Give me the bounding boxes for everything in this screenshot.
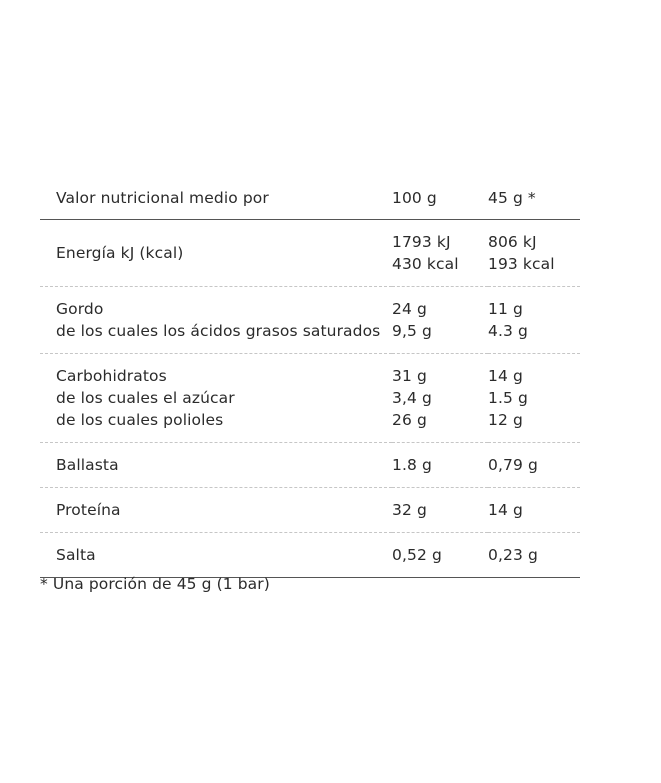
polyols-label: de los cuales polioles <box>56 411 224 429</box>
row-fibre <box>40 443 580 488</box>
energy-kcal-100g: 430 kcal <box>392 255 459 273</box>
energy-kcal-portion: 193 kcal <box>488 255 555 273</box>
salt-label: Salta <box>56 546 96 564</box>
row-energy <box>40 220 580 287</box>
fibre-label: Ballasta <box>56 456 119 474</box>
fat-portion-cell <box>488 287 580 354</box>
header-per-100g: 100 g <box>392 189 437 207</box>
polyols-100g: 26 g <box>392 411 427 429</box>
carb-100g-cell <box>392 354 488 443</box>
nutrition-table <box>40 181 580 578</box>
energy-portion-cell <box>488 220 580 287</box>
fat-label: Gordo <box>56 300 104 318</box>
carb-label-cell <box>40 354 392 443</box>
header-label: Valor nutricional medio por <box>56 189 269 207</box>
carbohydrates-portion: 14 g <box>488 367 523 385</box>
fat-100g-cell <box>392 287 488 354</box>
energy-label: Energía kJ (kcal) <box>56 244 184 262</box>
energy-kj-portion: 806 kJ <box>488 233 537 251</box>
saturated-fat-portion: 4.3 g <box>488 322 528 340</box>
row-protein <box>40 488 580 533</box>
energy-kj-100g: 1793 kJ <box>392 233 451 251</box>
saturated-fat-100g: 9,5 g <box>392 322 432 340</box>
carbohydrates-100g: 31 g <box>392 367 427 385</box>
energy-label-cell <box>40 220 392 287</box>
row-salt <box>40 533 580 578</box>
fibre-100g: 1.8 g <box>392 456 432 474</box>
row-carbohydrates <box>40 354 580 443</box>
sugar-label: de los cuales el azúcar <box>56 389 235 407</box>
fat-100g: 24 g <box>392 300 427 318</box>
protein-label: Proteína <box>56 501 121 519</box>
saturated-fat-label: de los cuales los ácidos grasos saturados <box>56 322 381 340</box>
energy-100g-cell <box>392 220 488 287</box>
salt-100g: 0,52 g <box>392 546 442 564</box>
carbohydrates-label: Carbohidratos <box>56 367 167 385</box>
protein-portion: 14 g <box>488 501 523 519</box>
portion-footnote: * Una porción de 45 g (1 bar) <box>40 575 270 593</box>
protein-100g: 32 g <box>392 501 427 519</box>
carb-portion-cell <box>488 354 580 443</box>
salt-portion: 0,23 g <box>488 546 538 564</box>
fat-portion: 11 g <box>488 300 523 318</box>
sugar-portion: 1.5 g <box>488 389 528 407</box>
nutrition-panel <box>40 181 580 578</box>
sugar-100g: 3,4 g <box>392 389 432 407</box>
row-fat <box>40 287 580 354</box>
polyols-portion: 12 g <box>488 411 523 429</box>
fat-label-cell <box>40 287 392 354</box>
table-header-row <box>40 181 580 220</box>
header-per-portion: 45 g * <box>488 189 536 207</box>
fibre-portion: 0,79 g <box>488 456 538 474</box>
